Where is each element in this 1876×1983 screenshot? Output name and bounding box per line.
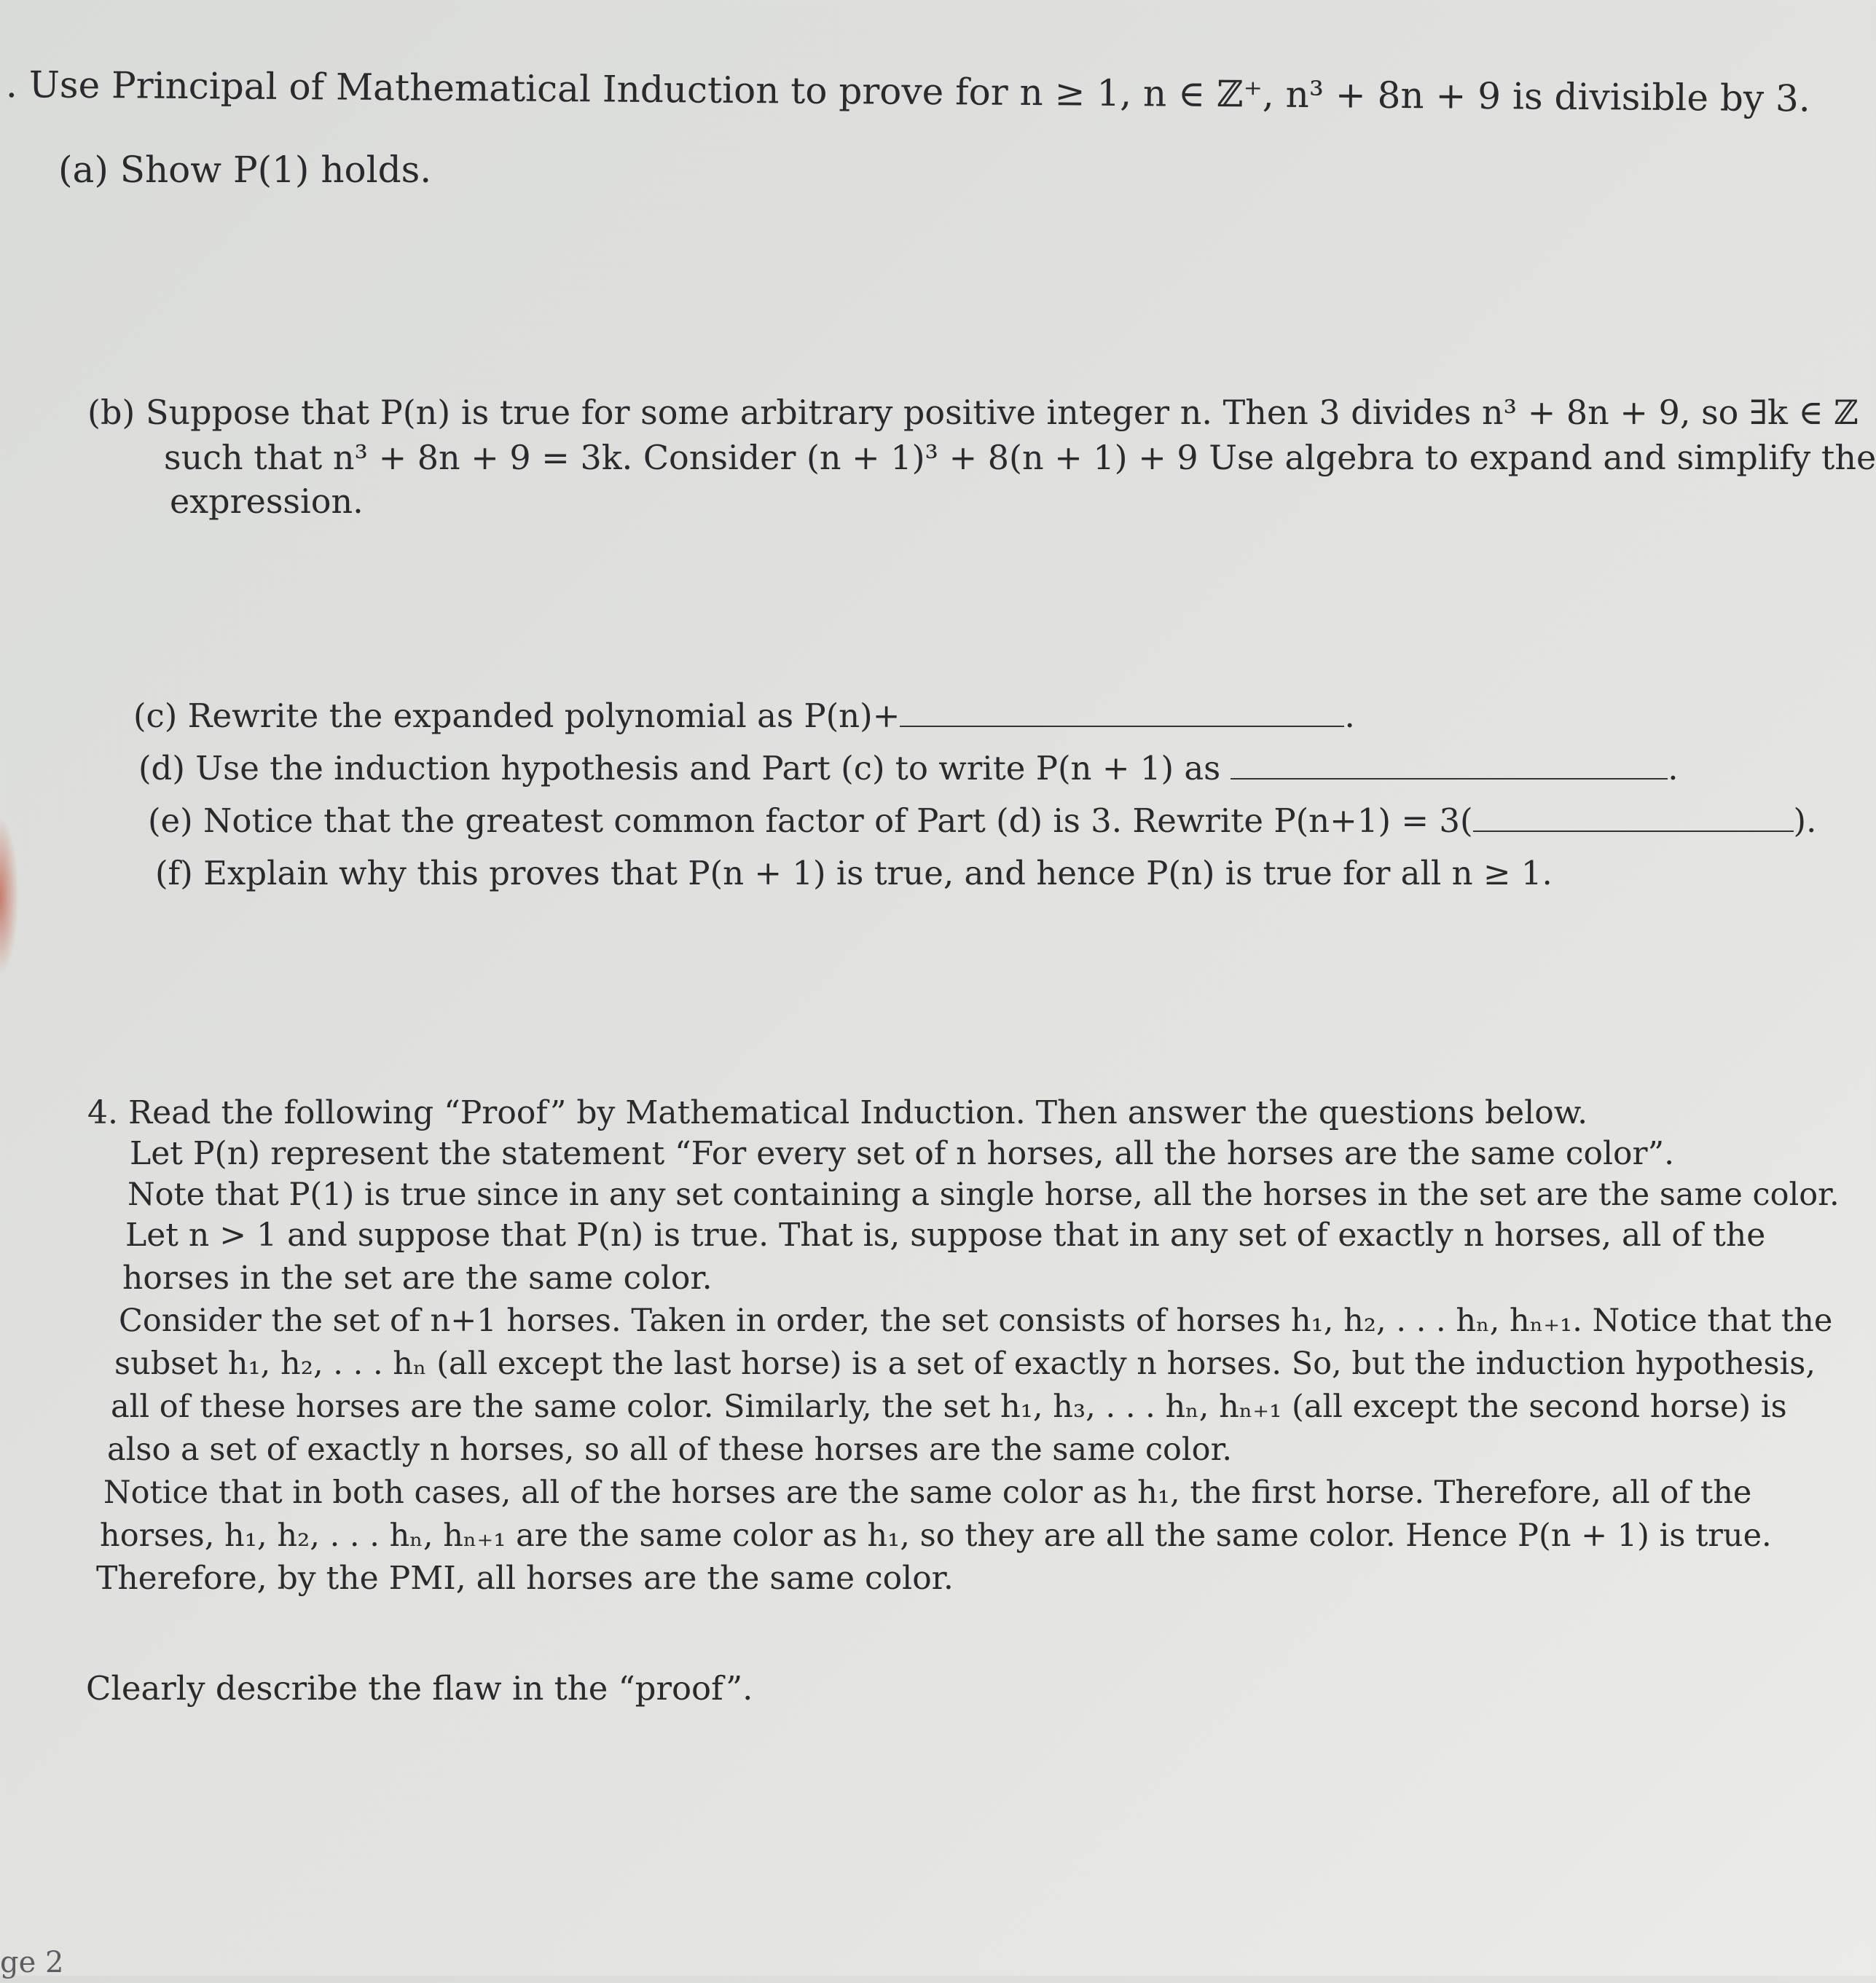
part-e-text: (e) Notice that the greatest common factor of Part (d) is 3. Rewrite P(n+1) = 3( xyxy=(148,801,1473,840)
q4-line-3: Note that P(1) is true since in any set containing a single horse, all the horses in the set are the same color. xyxy=(127,1177,1840,1213)
q4-line-4: Let n > 1 and suppose that P(n) is true. That is, suppose that in any set of exactly n horses, all of the xyxy=(125,1217,1766,1254)
q4-line-6: Consider the set of n+1 horses. Taken in order, the set consists of horses h₁, h₂, . . . hₙ, hₙ₊₁. Notice that the xyxy=(119,1303,1833,1339)
q4-line-9: also a set of exactly n horses, so all of these horses are the same color. xyxy=(107,1432,1233,1468)
part-b-line-2: such that n³ + 8n + 9 = 3k. Consider (n + 1)³ + 8(n + 1) + 9 Use algebra to expand and simplify the xyxy=(164,438,1876,477)
part-c-end: . xyxy=(1344,696,1355,735)
part-d-end: . xyxy=(1668,749,1679,788)
q4-final-prompt: Clearly describe the flaw in the “proof”. xyxy=(86,1669,753,1708)
part-d-answer-blank[interactable] xyxy=(1231,749,1668,780)
page-number-fragment: ge 2 xyxy=(0,1946,64,1979)
q4-line-10: Notice that in both cases, all of the horses are the same color as h₁, the first horse. Therefore, all of the xyxy=(103,1475,1752,1511)
q4-line-1: 4. Read the following “Proof” by Mathematical Induction. Then answer the questions below. xyxy=(87,1094,1588,1131)
part-a-text: (a) Show P(1) holds. xyxy=(58,149,432,191)
q4-line-11: horses, h₁, h₂, . . . hₙ, hₙ₊₁ are the same color as h₁, so they are all the same color. Hence P(n + 1) is true. xyxy=(100,1517,1772,1554)
part-b-line-1: (b) Suppose that P(n) is true for some arbitrary positive integer n. Then 3 divides n³ + 8n + 9, so ∃k ∈ ℤ xyxy=(87,393,1859,432)
q4-line-5: horses in the set are the same color. xyxy=(122,1260,713,1297)
q4-line-2: Let P(n) represent the statement “For every set of n horses, all the horses are the same color”. xyxy=(130,1135,1675,1172)
part-b-line-3: expression. xyxy=(170,482,364,521)
part-e-answer-blank[interactable] xyxy=(1473,801,1794,832)
page-edge-shadow xyxy=(0,816,19,976)
part-e xyxy=(148,801,1816,841)
part-c xyxy=(133,696,1355,737)
part-d-text: (d) Use the induction hypothesis and Part (c) to write P(n + 1) as xyxy=(138,749,1221,788)
part-d xyxy=(138,748,1679,789)
part-f-text: (f) Explain why this proves that P(n + 1) is true, and hence P(n) is true for all n ≥ 1. xyxy=(155,854,1553,892)
part-c-answer-blank[interactable] xyxy=(900,696,1344,727)
q4-line-7: subset h₁, h₂, . . . hₙ (all except the last horse) is a set of exactly n horses. So, but the induction hypothesis, xyxy=(114,1346,1816,1382)
part-e-end: ). xyxy=(1793,801,1817,840)
q4-line-8: all of these horses are the same color. Similarly, the set h₁, h₃, . . . hₙ, hₙ₊₁ (all except the second horse) is xyxy=(111,1389,1787,1425)
q4-line-12: Therefore, by the PMI, all horses are the same color. xyxy=(96,1560,954,1597)
part-c-text: (c) Rewrite the expanded polynomial as P(n)+ xyxy=(133,696,900,735)
question-3-prompt: . Use Principal of Mathematical Induction to prove for n ≥ 1, n ∈ ℤ⁺, n³ + 8n + 9 is divisible by 3. xyxy=(5,63,1810,120)
